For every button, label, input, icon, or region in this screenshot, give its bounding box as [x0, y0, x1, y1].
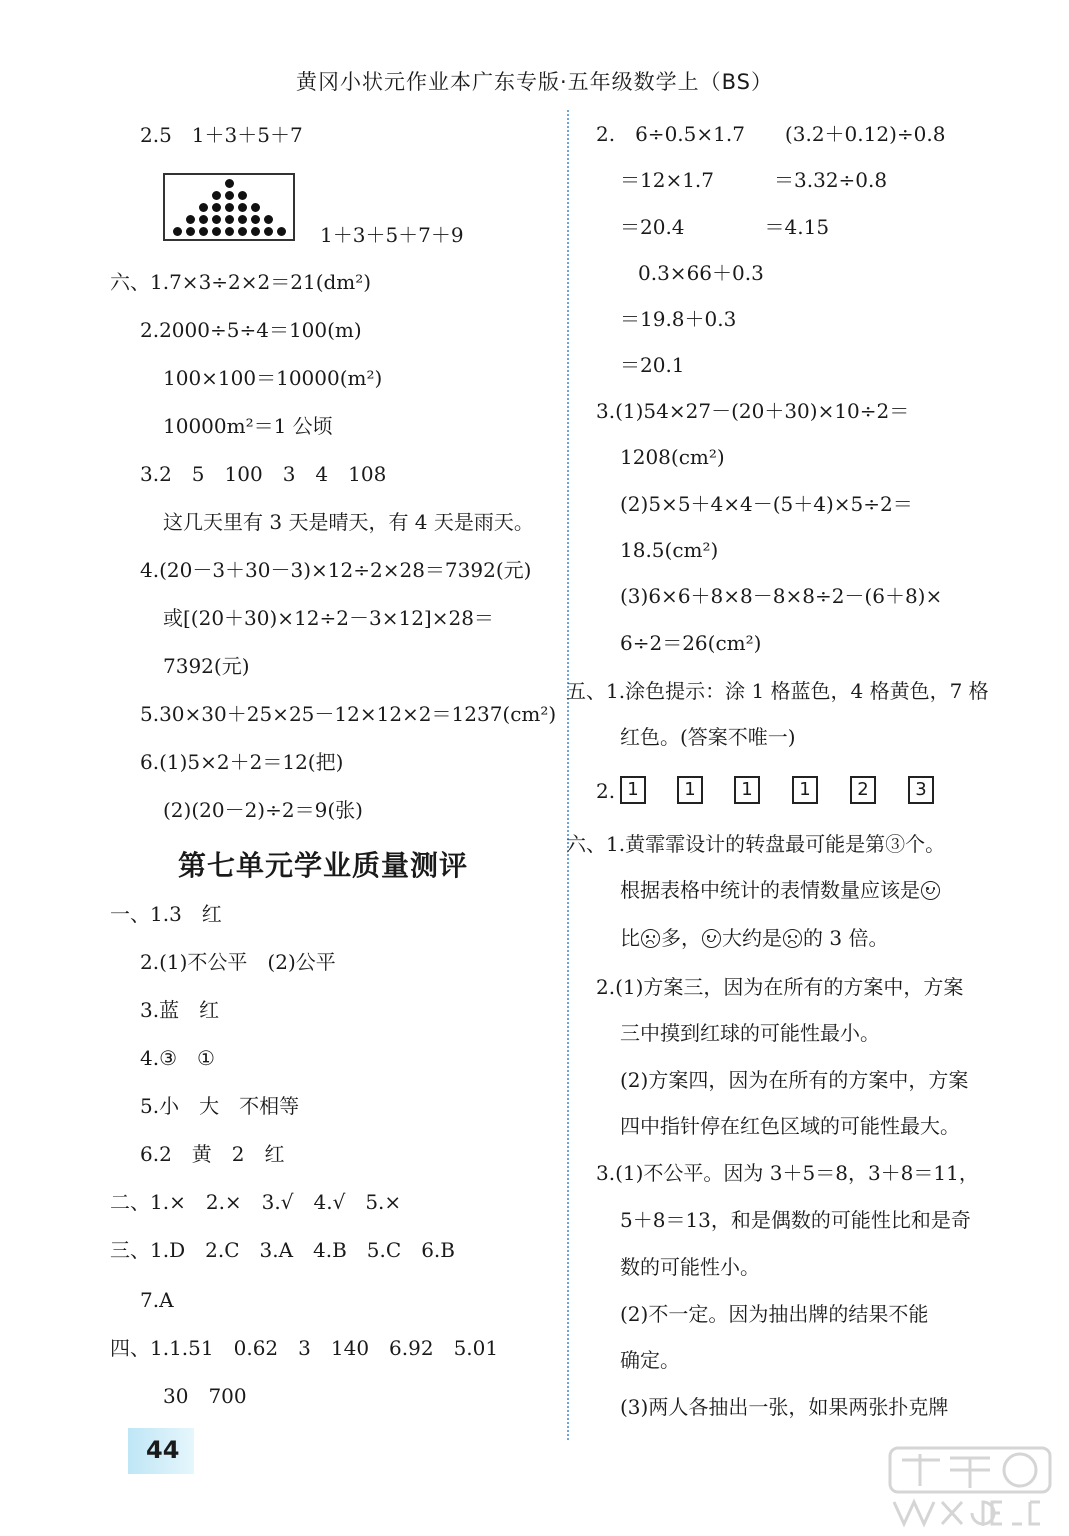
happy-face-icon: [921, 881, 940, 900]
dot: [225, 203, 234, 212]
dot: [225, 191, 234, 200]
sad-face-icon: [641, 929, 660, 948]
dot: [212, 191, 221, 200]
answer-line: 6÷2＝26(cm²): [620, 631, 762, 655]
dot: [238, 227, 247, 236]
answer-line: 0.3×66＋0.3: [638, 261, 764, 285]
answer-line: 3.(1)54×27－(20＋30)×10÷2＝: [596, 399, 910, 423]
answer-line: 30 700: [163, 1384, 247, 1408]
column-divider: [567, 110, 569, 1440]
answer-line: ＝12×1.7 ＝3.32÷0.8: [620, 168, 888, 192]
dot: [225, 215, 234, 224]
dot: [251, 203, 260, 212]
answer-line: (2)不一定。因为抽出牌的结果不能: [620, 1302, 929, 1326]
dot: [277, 227, 286, 236]
answer-line: 2. 6÷0.5×1.7 (3.2＋0.12)÷0.8: [596, 122, 946, 146]
dot: [186, 215, 195, 224]
answer-line: 2.: [596, 779, 616, 803]
answer-line: 1＋3＋5＋7＋9: [320, 223, 464, 247]
answer-line: (2)(20－2)÷2＝9(张): [163, 798, 363, 822]
answer-line: 7392(元): [163, 654, 250, 678]
answer-line: 三中摸到红球的可能性最小。: [620, 1021, 880, 1045]
answer-line: 或[(20＋30)×12÷2－3×12]×28＝: [163, 606, 494, 630]
dot: [199, 215, 208, 224]
dot: [264, 227, 273, 236]
dot: [199, 203, 208, 212]
sad-face-icon: [783, 929, 802, 948]
answer-line: 7.A: [140, 1288, 174, 1312]
dot: [173, 227, 182, 236]
answer-line: 2.2000÷5÷4＝100(m): [140, 318, 362, 342]
dot: [238, 203, 247, 212]
answer-line: 4.(20－3＋30－3)×12÷2×28＝7392(元): [140, 558, 532, 582]
dot: [225, 179, 234, 188]
answer-text: 根据表格中统计的表情数量应该是: [620, 878, 920, 902]
answer-box: 1: [677, 776, 703, 804]
answer-line: 18.5(cm²): [620, 538, 719, 562]
answer-line: 2.5 1＋3＋5＋7: [140, 123, 303, 147]
answer-line: 5.30×30＋25×25－12×12×2＝1237(cm²): [140, 702, 557, 726]
answer-line: [620, 924, 888, 952]
answer-line: 3.2 5 100 3 4 108: [140, 462, 387, 486]
answer-line: 数的可能性小。: [620, 1255, 760, 1279]
answer-line: 六、1.7×3÷2×2＝21(dm²): [110, 270, 372, 294]
dot: [212, 215, 221, 224]
answer-line: 1208(cm²): [620, 445, 725, 469]
answer-line: (3)两人各抽出一张，如果两张扑克牌: [620, 1395, 949, 1419]
answer-box: 1: [792, 776, 818, 804]
dot-triangle-figure: [163, 173, 295, 241]
dot: [212, 203, 221, 212]
answer-line: 四中指针停在红色区域的可能性最大。: [620, 1114, 960, 1138]
answer-line: 3.(1)不公平。因为 3＋5＝8，3＋8＝11，: [596, 1161, 979, 1185]
watermark-logo: [880, 1440, 1060, 1530]
answer-line: ＝20.1: [620, 353, 685, 377]
dot: [212, 227, 221, 236]
answer-line: 确定。: [620, 1348, 680, 1372]
dot: [264, 215, 273, 224]
answer-line: 6.(1)5×2＋2＝12(把): [140, 750, 344, 774]
answer-text: 比: [620, 926, 640, 950]
answer-text: 大约是: [722, 926, 782, 950]
answer-line: 2.(1)方案三，因为在所有的方案中，方案: [596, 975, 964, 999]
answer-line: 100×100＝10000(m²): [163, 366, 383, 390]
answer-line: (3)6×6＋8×8－8×8÷2－(6＋8)×: [620, 584, 943, 608]
answer-box: 1: [620, 776, 646, 804]
answer-text: 多，: [661, 926, 701, 950]
answer-line: 四、1.1.51 0.62 3 140 6.92 5.01: [110, 1336, 499, 1360]
answer-line: ＝19.8＋0.3: [620, 307, 737, 331]
page-number: 44: [146, 1436, 180, 1464]
answer-line: 这几天里有 3 天是晴天，有 4 天是雨天。: [163, 510, 534, 534]
answer-line: ＝20.4 ＝4.15: [620, 215, 830, 239]
answer-box: 3: [908, 776, 934, 804]
answer-line: 三、1.D 2.C 3.A 4.B 5.C 6.B: [110, 1238, 455, 1262]
answer-line: 4.③ ①: [140, 1046, 215, 1070]
answer-box: 1: [734, 776, 760, 804]
answer-line: 六、1.黄霏霏设计的转盘最可能是第③个。: [566, 832, 946, 856]
answer-line: (2)5×5＋4×4－(5＋4)×5÷2＝: [620, 492, 913, 516]
dot: [238, 215, 247, 224]
answer-line: 5＋8＝13，和是偶数的可能性比和是奇: [620, 1208, 971, 1232]
dot: [199, 227, 208, 236]
answer-line: 二、1.× 2.× 3.√ 4.√ 5.×: [110, 1190, 402, 1214]
answer-text: 的 3 倍。: [803, 926, 889, 950]
answer-line: 2.(1)不公平 (2)公平: [140, 950, 336, 974]
happy-face-icon: [702, 929, 721, 948]
answer-line: 一、1.3 红: [110, 902, 222, 926]
page-header: 黄冈小状元作业本广东专版·五年级数学上（BS）: [295, 70, 774, 94]
answer-line: 五、1.涂色提示：涂 1 格蓝色，4 格黄色，7 格: [566, 679, 989, 703]
answer-line: (2)方案四，因为在所有的方案中，方案: [620, 1068, 969, 1092]
dot: [251, 215, 260, 224]
answer-box: 2: [850, 776, 876, 804]
answer-line: 红色。(答案不唯一): [620, 725, 796, 749]
dot: [251, 227, 260, 236]
answer-line: 5.小 大 不相等: [140, 1094, 300, 1118]
answer-line: 3.蓝 红: [140, 998, 220, 1022]
dot: [225, 227, 234, 236]
section-title: 第七单元学业质量测评: [178, 849, 469, 882]
answer-line: 10000m²＝1 公顷: [163, 414, 333, 438]
answer-line: 6.2 黄 2 红: [140, 1142, 285, 1166]
answer-line: [620, 876, 941, 904]
dot: [186, 227, 195, 236]
dot: [238, 191, 247, 200]
